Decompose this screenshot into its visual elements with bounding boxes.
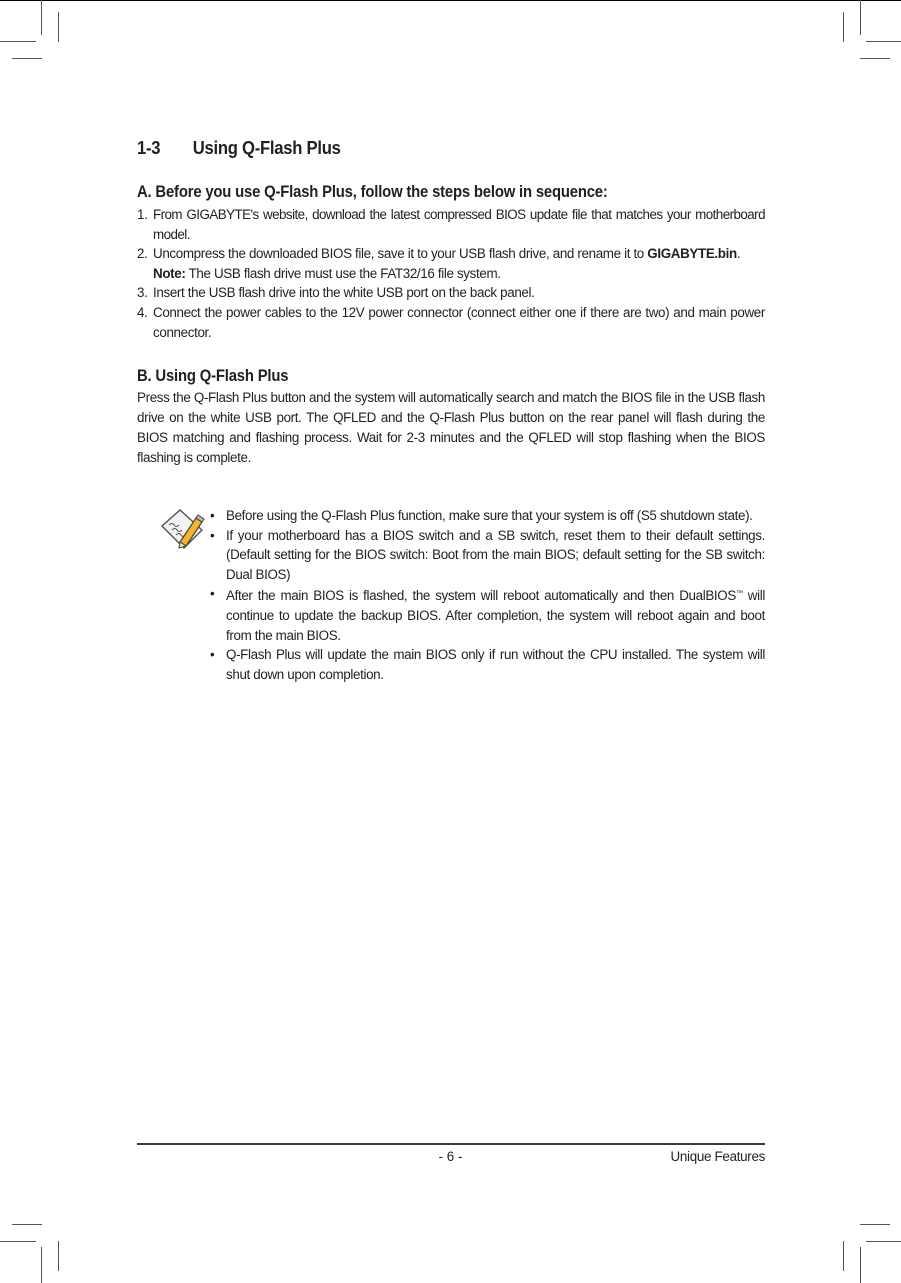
- bullet: •: [210, 647, 215, 663]
- note-item-text: Q-Flash Plus will update the main BIOS only if run without the CPU installed. The system will shut down upon completion.: [226, 647, 765, 682]
- footer-chapter-label: Unique Features: [670, 1149, 765, 1164]
- step-number: 1.: [137, 207, 148, 222]
- note-item-text: Before using the Q-Flash Plus function, make sure that your system is off (S5 shutdown state).: [226, 508, 753, 523]
- note-label: Note:: [153, 265, 186, 281]
- note-text: The USB flash drive must use the FAT32/16 file system.: [185, 265, 501, 281]
- step-text: Uncompress the downloaded BIOS file, save it to your USB flash drive, and rename it to: [153, 246, 648, 262]
- section-number: 1-3: [137, 137, 161, 158]
- step-text-end: .: [736, 246, 741, 262]
- step-number: 2.: [137, 246, 148, 262]
- filename: GIGABYTE.bin: [647, 246, 737, 262]
- note-pencil-icon: [158, 506, 208, 552]
- page-top-edge: [0, 0, 901, 1]
- section-title-text: Using Q-Flash Plus: [192, 137, 341, 158]
- bullet: •: [210, 508, 215, 523]
- note-item: [210, 645, 765, 684]
- note-item: [210, 506, 765, 526]
- step-text: From GIGABYTE's website, download the latest compressed BIOS update file that matches your motherboard model.: [153, 207, 765, 242]
- trademark-symbol: ™: [735, 590, 743, 598]
- note-item-text: If your motherboard has a BIOS switch and a SB switch, reset them to their default settings. (Default setting for the BIOS switch: Boot from the main BIOS; default setting for the SB switch: Dual BIOS): [226, 527, 765, 582]
- part-b-paragraph: Press the Q-Flash Plus button and the system will automatically search and match the BIOS file in the USB flash drive on the white USB port. The QFLED and the Q-Flash Plus button on the rear panel will flash during the BIOS matching and flashing process. Wait for 2-3 minutes and the QFLED will stop flashing when the BIOS flashing is complete.: [137, 390, 765, 465]
- footer-rule: [137, 1143, 765, 1145]
- note-item-text: After the main BIOS is flashed, the system will reboot automatically and then DualBIOS: [226, 588, 736, 604]
- note-item-text-end: will continue to update the backup BIOS. After completion, the system will reboot again and boot from the main BIOS.: [226, 588, 765, 643]
- step-item: [137, 303, 765, 342]
- bullet: •: [210, 527, 215, 543]
- step-text: Connect the power cables to the 12V power connector (connect either one if there are two) and main power connector.: [153, 304, 765, 340]
- section-title: [137, 137, 341, 159]
- bullet: •: [210, 586, 215, 602]
- step-item: [137, 283, 765, 303]
- step-number: 3.: [137, 285, 148, 301]
- step-item: [137, 205, 765, 244]
- note-item: [210, 584, 765, 645]
- part-a-heading: A. Before you use Q-Flash Plus, follow the steps below in sequence:: [137, 183, 608, 201]
- part-b-heading: B. Using Q-Flash Plus: [137, 367, 289, 385]
- steps-list: [137, 205, 765, 342]
- notes-list: [210, 506, 765, 684]
- page-number: - 6 -: [438, 1149, 463, 1164]
- step-number: 4.: [137, 304, 148, 320]
- step-item: [137, 244, 765, 283]
- note-item: [210, 526, 765, 585]
- step-text: Insert the USB flash drive into the white USB port on the back panel.: [153, 285, 535, 301]
